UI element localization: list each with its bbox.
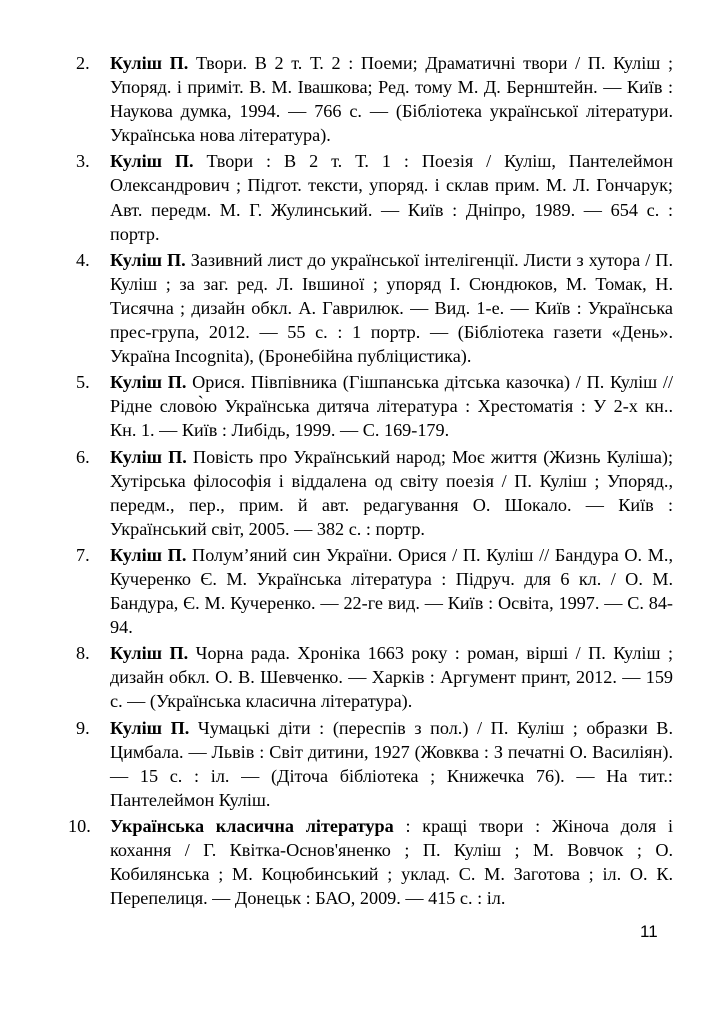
entry-text: Зазивний лист до української інтелігенції. Листи з хутора / П. Куліш ; за заг. ред. Л. Івшиної ; упоряд І. Сюндюков, М. Томак, Н. Тисячна ; дизайн обкл. А. Гаврилюк. — Вид. 1-е. — Київ : Українська прес-група, 2012. — 55 с. : 1 портр. — (Бібліотека газети «День». Україна Incognita), (Бронебійна публіцистика).	[110, 249, 673, 367]
entry-number: 4.	[76, 249, 90, 270]
entry-author: Куліш П.	[110, 446, 187, 467]
entry-number: 5.	[76, 372, 90, 393]
entry-author: Куліш П.	[110, 717, 190, 738]
entry-text: Полум’яний син України. Орися / П. Куліш // Бандура О. М., Кучеренко Є. М. Українська література : Підруч. для 6 кл. / О. М. Бандура, Є. М. Кучеренко. — 22-ге вид. — Київ : Освіта, 1997. — С. 84-94.	[110, 544, 673, 638]
bibliography-entry	[76, 445, 673, 541]
entry-author: Куліш П.	[110, 643, 189, 664]
bibliography-entry	[76, 370, 673, 442]
entry-author: Куліш П.	[110, 151, 194, 172]
entry-text: Повість про Український народ; Моє життя (Жизнь Куліша); Хутірська філософія і віддалена од світу поезія / П. Куліш ; Упоряд., передм., пер., прим. й авт. редагування О. Шокало. — Київ : Український світ, 2005. — 382 с. : портр.	[110, 446, 673, 539]
bibliography-entry	[76, 51, 673, 147]
page-number: 11	[640, 922, 658, 941]
entry-number: 2.	[76, 53, 90, 73]
entry-text: Твори : В 2 т. Т. 1 : Поезія / Куліш, Пантелеймон Олександрович ; Підгот. тексти, упоряд. і склав прим. М. Л. Гончарук; Авт. передм. М. Г. Жулинський. — Київ : Дніпро, 1989. — 654 с. : портр.	[110, 151, 673, 244]
bibliography-list	[68, 51, 674, 910]
bibliography-entry	[76, 641, 673, 713]
entry-number: 8.	[76, 643, 90, 664]
entry-text: Орися. Півпівника (Гішпанська дітська казочка) / П. Куліш // Рідне слово̀ю Українська дитяча література : Хрестоматія : У 2-х кн.. Кн. 1. — Київ : Либідь, 1999. — С. 169-179.	[110, 372, 674, 441]
entry-number: 10.	[68, 815, 91, 836]
entry-author: Куліш П.	[110, 53, 189, 73]
entry-text: Чорна рада. Хроніка 1663 року : роман, вірші / П. Куліш ; дизайн обкл. О. В. Шевченко. — Харків : Аргумент принт, 2012. — 159 с. — (Українська класична література).	[110, 643, 673, 712]
bibliography-entry	[76, 543, 673, 639]
bibliography-entry	[76, 149, 673, 245]
entry-title: Українська класична література	[110, 815, 394, 836]
entry-text: Чумацькі діти : (переспів з пол.) / П. Куліш ; образки В. Цимбала. — Львів : Світ дитини, 1927 (Жовква : З печатні О. Василіян). — 15 с. : іл. — (Діточа бібліотека ; Книжечка 76). — На тит.: Пантелеймон Куліш.	[110, 717, 673, 810]
entry-number: 6.	[76, 446, 90, 467]
entry-author: Куліш П.	[110, 249, 186, 270]
bibliography-entry	[76, 248, 673, 368]
entry-number: 7.	[76, 544, 90, 565]
bibliography-entry	[68, 814, 673, 910]
entry-author: Куліш П.	[110, 544, 187, 565]
bibliography-entry	[76, 716, 673, 812]
entry-text: : кращі твори : Жіноча доля і кохання / Г. Квітка-Основ'яненко ; П. Куліш ; М. Вовчок ; О. Кобилянська ; М. Коцюбинський ; уклад. С. М. Заготова ; іл. О. К. Перепелиця. — Донецьк : БАО, 2009. — 415 с. : іл.	[110, 815, 673, 909]
entry-number: 3.	[76, 151, 90, 172]
entry-author: Куліш П.	[110, 372, 187, 393]
entry-text: Твори. В 2 т. Т. 2 : Поеми; Драматичні твори / П. Куліш ; Упоряд. і приміт. В. М. Івашкова; Ред. тому М. Д. Бернштейн. — Київ : Наукова думка, 1994. — 766 с. — (Бібліотека української літератури. Українська нова література).	[110, 53, 673, 146]
entry-number: 9.	[76, 717, 90, 738]
